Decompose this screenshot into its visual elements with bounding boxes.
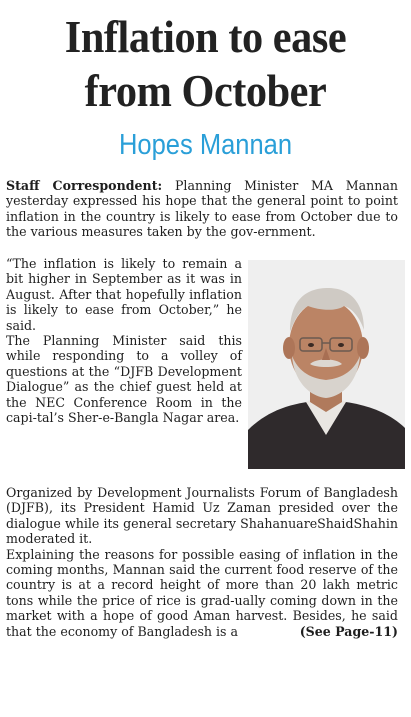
headline <box>16 10 394 118</box>
byline: Staff Correspondent: <box>6 178 163 193</box>
portrait-illustration <box>248 260 405 469</box>
article-column-wide <box>6 485 398 639</box>
paragraph-1 <box>6 178 398 240</box>
headline-line-2: from October <box>84 65 327 116</box>
portrait-photo <box>248 260 405 469</box>
article-intro <box>6 178 398 240</box>
paragraph-4: Organized by Development Journalists Forum of Bangladesh (DJFB), its President Hamid Uz Zaman presided over the dialogue while its general secretary ShahanuareShaidShahin moderated it. <box>6 485 398 547</box>
paragraph-3: The Planning Minister said this while responding to a volley of questions at the “DJFB Development Dialogue” as the chief guest held at the NEC Conference Room in the capi-tal’s Sher-e-Bangla Nagar area. <box>6 333 242 426</box>
paragraph-5 <box>6 547 398 639</box>
continuation-ref: (See Page-11) <box>299 623 398 639</box>
headline-line-1: Inflation to ease <box>64 11 347 62</box>
paragraph-2: “The inflation is likely to remain a bit higher in September as it was in August. After that hopefully inflation is likely to ease from October,” he said. <box>6 256 242 333</box>
article-column-narrow <box>6 256 242 425</box>
paragraph-1-text: Planning Minister MA Mannan yesterday expressed his hope that the general point to point inflation in the country is likely to ease from October due to the various measures taken by the gov-ernment. <box>6 178 398 240</box>
subheadline: Hopes Mannan <box>118 129 293 161</box>
paragraph-5-text: Explaining the reasons for possible easing of inflation in the coming months, Mannan said the current food reserve of the country is at a record height of more than 20 lakh metric tons while the price of rice is grad-ually coming down in the market with a hope of good Aman harvest. Besides, he said that the economy of Bangladesh is a <box>6 546 398 639</box>
